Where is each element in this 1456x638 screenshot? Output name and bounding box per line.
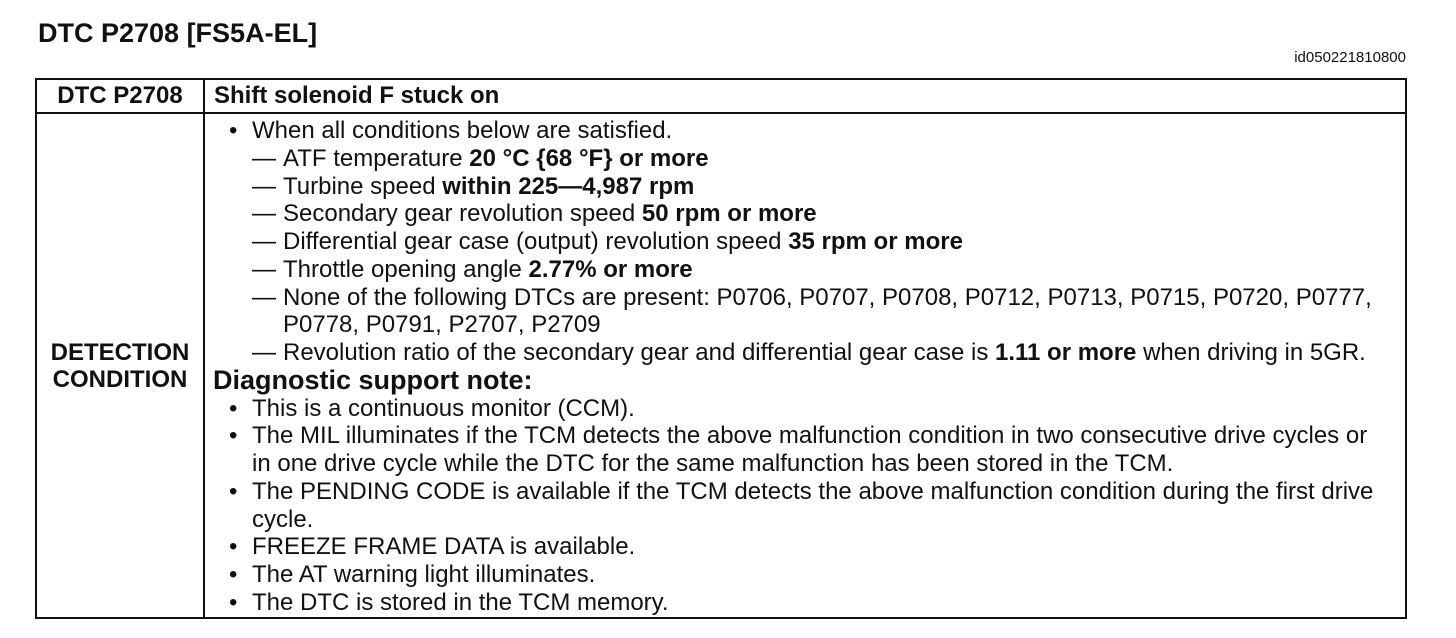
document-id: id050221810800 [1294, 49, 1406, 66]
bullet-icon: • [229, 533, 238, 561]
dash-icon: — [252, 144, 276, 172]
support-note-heading: Diagnostic support note: [213, 364, 533, 395]
dash-icon: — [252, 172, 276, 200]
condition-value: 2.77% or more [528, 255, 693, 283]
condition-text: Secondary gear revolution speed [283, 200, 642, 228]
dash-icon: — [252, 200, 276, 228]
detection-condition-content [205, 114, 1405, 617]
support-note-text: The AT warning light illuminates. [252, 561, 596, 588]
bullet-icon: • [229, 561, 238, 588]
condition-item [205, 200, 1405, 228]
condition-item [205, 145, 1405, 173]
condition-item [205, 339, 1405, 367]
condition-text: ATF temperature [283, 144, 470, 172]
list-item-continuation [205, 506, 1405, 534]
support-note-text: This is a continuous monitor (CCM). [252, 394, 635, 422]
condition-item [205, 173, 1405, 201]
list-item-continuation [205, 450, 1405, 478]
support-note-text: The DTC is stored in the TCM memory. [252, 588, 669, 616]
table-header-row [37, 80, 1405, 114]
list-item [205, 533, 1405, 561]
page-title: DTC P2708 [FS5A-EL] [38, 18, 318, 48]
condition-text: Throttle opening angle [283, 255, 529, 283]
dtc-code-cell: DTC P2708 [37, 80, 205, 112]
list-item [205, 478, 1405, 506]
row-label-line2: CONDITION [52, 365, 188, 393]
dtc-table [35, 78, 1407, 619]
condition-text: Turbine speed [283, 172, 443, 200]
list-item [205, 589, 1405, 617]
dtc-description-cell: Shift solenoid F stuck on [214, 82, 500, 109]
condition-intro: When all conditions below are satisfied. [252, 117, 673, 144]
list-item [205, 395, 1405, 423]
list-item [205, 561, 1405, 589]
list-item [205, 422, 1405, 450]
bullet-icon: • [229, 117, 238, 144]
bullet-icon: • [229, 422, 238, 450]
condition-item-continuation [205, 311, 1405, 339]
row-label-line1: DETECTION [50, 338, 190, 366]
condition-value: 35 rpm or more [788, 228, 963, 255]
support-note-text: cycle. [252, 505, 314, 533]
condition-tail: when driving in 5GR. [1136, 339, 1366, 366]
bullet-icon: • [229, 477, 238, 505]
support-note-text: The PENDING CODE is available if the TCM detects the above malfunction condition during the first drive [252, 477, 1374, 505]
dash-icon: — [252, 228, 276, 255]
condition-text: P0778, P0791, P2707, P2709 [283, 311, 601, 339]
bullet-icon: • [229, 588, 238, 616]
dash-icon: — [252, 255, 276, 283]
support-note-text: in one drive cycle while the DTC for the same malfunction has been stored in the TCM. [252, 450, 1174, 477]
dash-icon: — [252, 283, 276, 311]
condition-value: 1.11 or more [994, 339, 1137, 366]
condition-text: None of the following DTCs are present: P0706, P0707, P0708, P0712, P0713, P0715, P0720, P0777, [283, 283, 1372, 311]
condition-item [205, 284, 1405, 312]
condition-text: Differential gear case (output) revolution speed [283, 228, 789, 255]
detection-condition-row [37, 114, 1405, 617]
condition-text: Revolution ratio of the secondary gear and differential gear case is [283, 339, 995, 366]
support-note-text: FREEZE FRAME DATA is available. [252, 533, 636, 561]
condition-value: 20 °C {68 °F} or more [469, 144, 709, 172]
support-note-text: The MIL illuminates if the TCM detects the above malfunction condition in two consecutive drive cycles or [252, 422, 1368, 450]
condition-item [205, 228, 1405, 256]
dash-icon: — [252, 339, 276, 366]
condition-value: 50 rpm or more [641, 200, 817, 228]
bullet-icon: • [229, 394, 238, 422]
condition-value: within 225—4,987 rpm [442, 172, 695, 200]
list-item [205, 117, 1405, 145]
condition-item [205, 256, 1405, 284]
row-label [37, 114, 205, 617]
